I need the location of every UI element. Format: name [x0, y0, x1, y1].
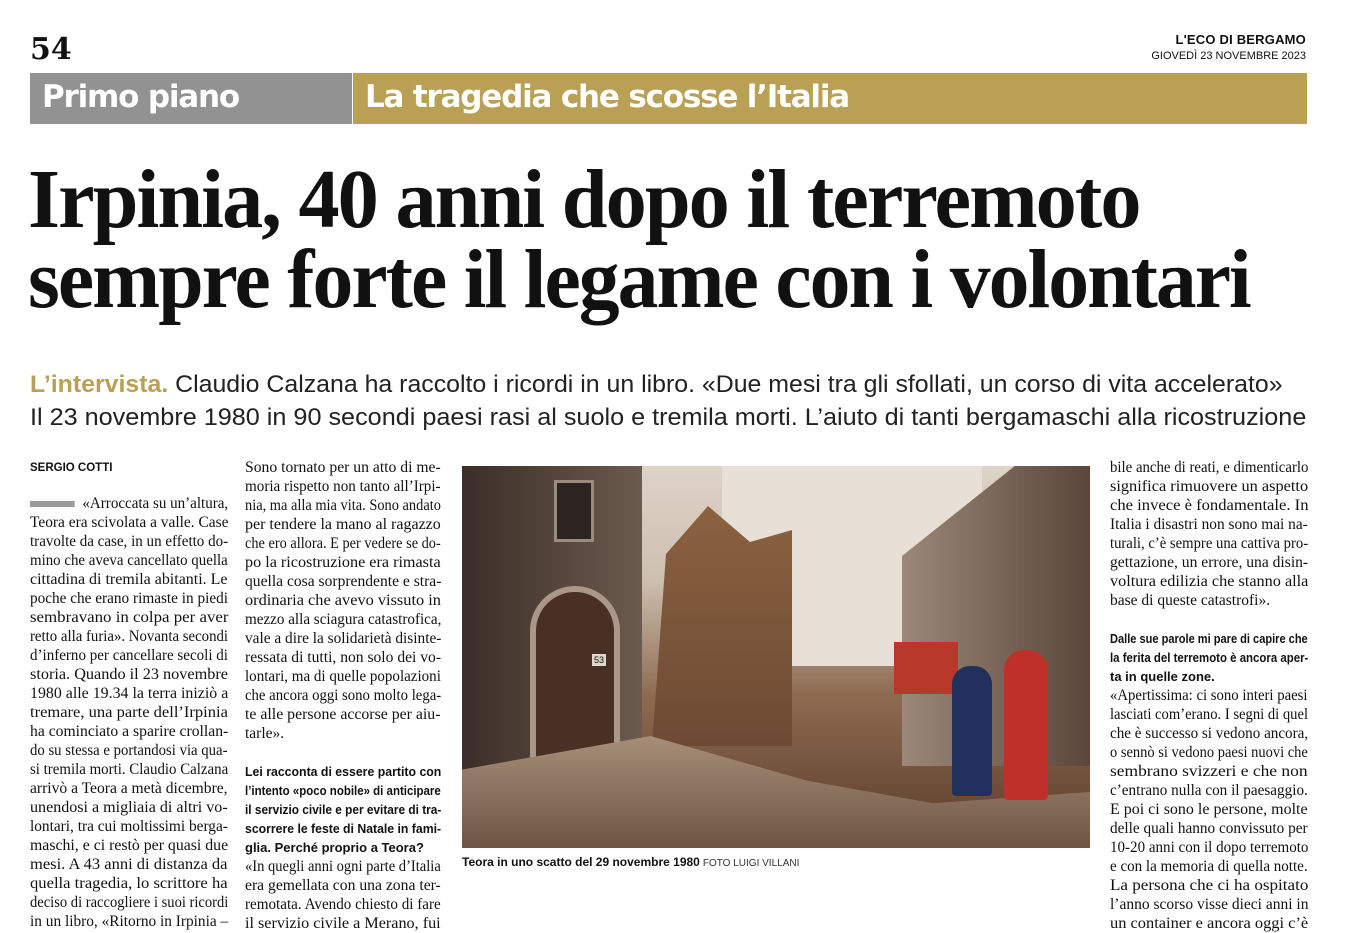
page-number: 54 [30, 32, 72, 67]
article-text-line [30, 722, 230, 741]
photo-truck [894, 642, 958, 694]
line-text: ordinaria che avevo vissuto in [245, 592, 441, 609]
line-text: travolte da case, in un effetto do- [30, 533, 229, 550]
article-text-line [245, 914, 449, 933]
line-text: sembrano svizzeri e che non [1110, 763, 1308, 780]
article-text-line [245, 477, 441, 496]
article-text-line [1110, 800, 1314, 819]
line-text: turali, c’è sempre una cattiva pro- [1110, 535, 1309, 552]
line-text: Teora era scivolata a valle. Case [30, 514, 229, 531]
interview-question-line [1110, 648, 1309, 667]
line-text: unendosi a migliaia di altri vo- [30, 799, 228, 816]
line-text: storia. Quando il 23 novembre [30, 666, 228, 683]
photo-ruins [652, 506, 792, 746]
line-text: d’inferno per cancellare secoli di [30, 647, 228, 664]
article-text-line [1110, 477, 1319, 496]
line-text: ta in quelle zone. [1110, 669, 1215, 684]
article-text-line [1110, 591, 1308, 610]
interview-question-line [1110, 667, 1308, 686]
article-column-3 [1110, 458, 1308, 933]
article-text-line [1110, 724, 1309, 743]
line-text: te alle persone accorse per aiu- [245, 706, 441, 723]
line-text: significa rimuovere un aspetto [1110, 478, 1309, 495]
line-text: un container e ancora oggi c’è [1110, 915, 1309, 932]
article-text-line [1110, 781, 1308, 800]
article-text-line [1110, 743, 1308, 762]
article-text-line [245, 553, 449, 572]
line-text: che invece è fondamentale. In [1110, 497, 1309, 514]
article-text-line [30, 665, 237, 684]
line-text: l’anno scorso visse dieci anni in [1110, 896, 1309, 913]
subheadline-text-1: Claudio Calzana ha raccolto i ricordi in un libro. «Due mesi tra gli sfollati, un corso di vita accelerato» [168, 371, 1283, 398]
photo-person-red [1004, 650, 1048, 800]
article-text-line [30, 646, 228, 665]
article-text-line [1110, 553, 1309, 572]
line-text: quella cosa sorprendente e stra- [245, 573, 442, 590]
line-text: Italia i disastri non sono mai na- [1110, 516, 1308, 533]
photo-door-number: 53 [594, 655, 605, 665]
subheadline-line-2: Il 23 novembre 1980 in 90 secondi paesi rasi al suolo e tremila morti. L’aiuto di tanti bergamaschi alla ricostruzione [30, 404, 1307, 431]
line-text: lasciati com’erano. I segni di quel [1110, 706, 1309, 723]
article-text-line [1110, 819, 1308, 838]
line-text: «Arroccata su un’altura, [82, 495, 229, 512]
article-text-line [1110, 515, 1306, 534]
line-text: mino che aveva cancellato quella [30, 552, 228, 569]
caption-text: Teora in uno scatto del 29 novembre 1980 [462, 855, 700, 869]
line-text: che ero allora. E per vedere se do- [245, 535, 441, 552]
article-text-line [30, 703, 241, 722]
line-text: delle quali hanno convissuto per [1110, 820, 1308, 837]
subheadline-line-1 [30, 373, 1283, 397]
line-text: po la ricostruzione era rimasta [245, 554, 441, 571]
article-text-line [1110, 458, 1309, 477]
article-text-line [245, 496, 441, 515]
interview-question-line [245, 781, 441, 800]
line-text: La persona che ci ha ospitato [1110, 877, 1309, 894]
line-text: lontari, tra cui moltissimi berga- [30, 818, 228, 835]
interview-question-line [245, 838, 441, 857]
line-text: lontari, ma di quelle popolazioni [245, 668, 441, 685]
article-text-line [30, 760, 229, 779]
line-text: tremare, una parte dell’Irpinia [30, 704, 228, 721]
line-text: che ancora oggi sono molto lega- [245, 687, 442, 704]
line-text: vale a dire la solidarietà disinte- [245, 630, 442, 647]
article-text-line [245, 629, 442, 648]
article-column-1 [30, 494, 228, 931]
photo-window [554, 480, 594, 542]
article-text-line [30, 570, 234, 589]
interview-question-line [245, 800, 442, 819]
interview-question-line [1110, 629, 1308, 648]
line-text: scorrere le feste di Natale in fami- [245, 821, 442, 836]
headline-line-1: Irpinia, 40 anni dopo il terremoto [28, 153, 1140, 246]
article-text-line [245, 876, 443, 895]
section-label: Primo piano [42, 79, 239, 115]
article-text-line [245, 572, 442, 591]
article-text-line [30, 513, 227, 532]
line-text: glia. Perché proprio a Teora? [245, 840, 424, 855]
line-text: do su stessa e portandosi via qua- [30, 742, 228, 759]
paragraph-gap [1110, 610, 1308, 629]
lead-bar [30, 501, 75, 507]
article-text-line [30, 551, 228, 570]
article-text-line [245, 648, 442, 667]
article-text-line [30, 912, 229, 931]
article-text-line [1110, 572, 1317, 591]
line-text: poche che erano rimaste in piedi [30, 590, 228, 607]
line-text: la ferita del terremoto è ancora aper- [1110, 650, 1309, 665]
article-text-line [245, 686, 442, 705]
article-text-line [30, 608, 245, 627]
article-text-line [30, 798, 235, 817]
article-text-line [30, 684, 233, 703]
article-text-line [30, 494, 229, 513]
article-text-line [1110, 705, 1309, 724]
article-text-line [30, 893, 229, 912]
newspaper-name: L'ECO DI BERGAMO [1175, 32, 1306, 47]
line-text: tarle». [245, 725, 285, 742]
article-text-line [245, 515, 447, 534]
article-text-line [30, 836, 232, 855]
interview-question-line [245, 762, 442, 781]
article-text-line [245, 857, 441, 876]
photo-person-blue [952, 666, 992, 796]
kicker: L’intervista. [30, 371, 169, 398]
line-text: sembravano in colpa per aver [30, 609, 229, 626]
line-text: 10-20 anni con il dopo terremoto [1110, 839, 1309, 856]
article-text-line [245, 534, 441, 553]
photo-caption [462, 855, 799, 869]
article-text-line [30, 817, 226, 836]
paragraph-gap [245, 743, 441, 762]
article-text-line [1110, 686, 1308, 705]
byline: SERGIO COTTI [30, 462, 113, 474]
line-text: mezzo alla sciagura catastrofica, [245, 611, 442, 628]
article-text-line [1110, 534, 1309, 553]
line-text: E poi ci sono le persone, molte [1110, 801, 1308, 818]
article-text-line [1110, 857, 1308, 876]
article-text-line [245, 610, 442, 629]
line-text: Lei racconta di essere partito con [245, 764, 442, 779]
article-text-line [1110, 838, 1309, 857]
article-text-line [30, 779, 229, 798]
line-text: c’entrano nulla con il paesaggio. [1110, 782, 1308, 799]
line-text: che è successo si vedono ancora, [1110, 725, 1309, 742]
line-text: remotata. Avendo chiesto di fare [245, 896, 441, 913]
line-text: bile anche di reati, e dimenticarlo [1110, 459, 1309, 476]
article-text-line [30, 627, 229, 646]
issue-date: GIOVEDÌ 23 NOVEMBRE 2023 [1151, 50, 1306, 62]
line-text: ressata di tutti, non solo dei vo- [245, 649, 442, 666]
line-text: in un libro, «Ritorno in Irpinia – [30, 913, 229, 930]
article-text-line [30, 532, 229, 551]
article-text-line [245, 591, 452, 610]
line-text: moria rispetto non tanto all’Irpi- [245, 478, 441, 495]
line-text: il servizio civile a Merano, fui [245, 915, 441, 932]
line-text: l’intento «poco nobile» di anticipare [245, 783, 441, 798]
line-text: nia, ma alla mia vita. Sono andato [245, 497, 441, 514]
line-text: quella tragedia, lo scrittore ha [30, 875, 228, 892]
article-text-line [245, 895, 441, 914]
line-text: il servizio civile e per evitare di tra- [245, 802, 442, 817]
line-text: retto alla furia». Novanta secondi [30, 628, 229, 645]
line-text: cittadina di tremila abitanti. Le [30, 571, 228, 588]
line-text: «Apertissima: ci sono interi paesi [1110, 687, 1308, 704]
article-text-line [30, 589, 228, 608]
topic-label: La tragedia che scosse l’Italia [365, 79, 849, 115]
line-text: mesi. A 43 anni di distanza da [30, 856, 228, 873]
article-text-line [30, 874, 242, 893]
earthquake-photo [462, 466, 1090, 848]
line-text: o sennò si vedono paesi nuovi che [1110, 744, 1308, 761]
article-text-line [1110, 762, 1333, 781]
article-text-line [30, 741, 228, 760]
article-text-line [30, 855, 241, 874]
line-text: «In quegli anni ogni parte d’Italia [245, 858, 441, 875]
article-text-line [1110, 895, 1308, 914]
interview-question-line [245, 819, 442, 838]
line-text: era gemellata con una zona ter- [245, 877, 441, 894]
line-text: per tendere la mano al ragazzo [245, 516, 441, 533]
line-text: deciso di raccogliere i suoi ricordi [30, 894, 229, 911]
line-text: Dalle sue parole mi pare di capire che [1110, 631, 1308, 646]
article-text-line [1110, 914, 1320, 933]
article-text-line [245, 724, 441, 743]
line-text: e con la memoria di quella notte. [1110, 858, 1308, 875]
section-banner [30, 73, 352, 124]
article-column-2 [245, 458, 441, 933]
headline-line-2: sempre forte il legame con i volontari [28, 233, 1250, 326]
line-text: arrivò a Teora a metà dicembre, [30, 780, 228, 797]
masthead [1151, 32, 1306, 62]
photo-credit: FOTO LUIGI VILLANI [702, 858, 800, 869]
article-text-line [1110, 496, 1322, 515]
topic-banner [353, 73, 1307, 124]
line-text: gettazione, un errore, una disin- [1110, 554, 1309, 571]
line-text: maschi, e ci restò per quasi due [30, 837, 229, 854]
line-text: si tremila morti. Claudio Calzana [30, 761, 229, 778]
article-text-line [245, 667, 441, 686]
line-text: Sono tornato per un atto di me- [245, 459, 441, 476]
line-text: ha cominciato a sparire crollan- [30, 723, 229, 740]
article-text-line [245, 458, 443, 477]
line-text: 1980 alle 19.34 la terra iniziò a [30, 685, 229, 702]
line-text: voltura edilizia che stanno alla [1110, 573, 1309, 590]
article-text-line [1110, 876, 1328, 895]
line-text: base di queste catastrofi». [1110, 592, 1271, 609]
article-text-line [245, 705, 445, 724]
